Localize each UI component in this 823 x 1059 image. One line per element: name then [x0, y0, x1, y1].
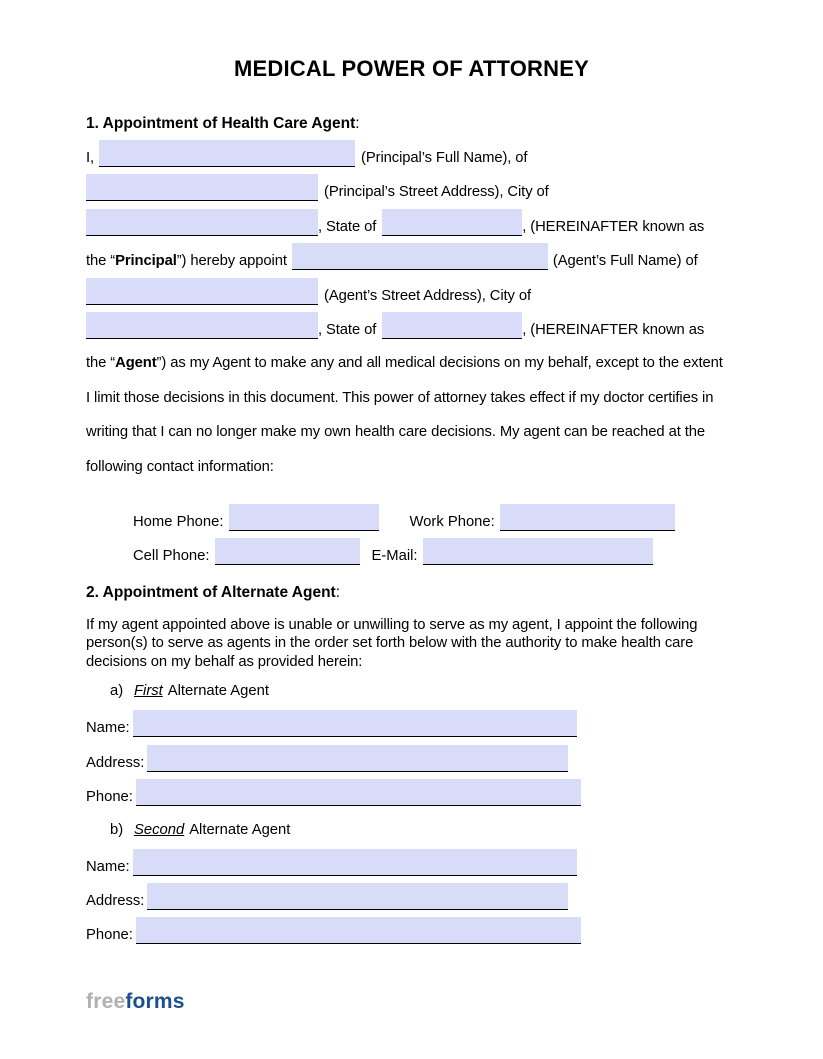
- freeforms-logo: [86, 990, 185, 1014]
- first-agent-address-row: [86, 745, 737, 779]
- section2-paragraph-line2: person(s) to serve as agents in the order set forth below with the authority to make health care: [86, 635, 694, 652]
- second-agent-phone-label: Phone:: [86, 927, 133, 944]
- principal-city-field[interactable]: [86, 209, 318, 236]
- line-body-10: following contact information:: [86, 458, 274, 475]
- line-principal-street: [86, 174, 737, 208]
- cell-phone-label: Cell Phone:: [133, 548, 210, 565]
- line1-post-text: (Principal’s Full Name), of: [361, 150, 528, 166]
- first-agent-name-label: Name:: [86, 720, 130, 737]
- section2-paragraph-line3: decisions on my behalf as provided herein:: [86, 653, 363, 670]
- first-agent-phone-label: Phone:: [86, 789, 133, 806]
- agent-city-field[interactable]: [86, 312, 318, 339]
- line7-bold-agent: Agent: [115, 355, 157, 372]
- section2-heading-text: 2. Appointment of Alternate Agent: [86, 583, 336, 601]
- second-agent-address-field[interactable]: [147, 883, 568, 910]
- section2-heading-colon: :: [335, 583, 341, 601]
- principal-state-field[interactable]: [382, 209, 522, 236]
- email-label: E-Mail:: [371, 548, 418, 565]
- item-a-keyword: First: [134, 683, 163, 700]
- home-phone-label: Home Phone:: [133, 513, 224, 530]
- line1-pre-text: I,: [86, 150, 95, 166]
- line4-mid-text: ”) hereby appoint: [176, 253, 287, 270]
- logo-free-text: free: [86, 990, 126, 1013]
- agent-street-address-field[interactable]: [86, 278, 318, 305]
- section1-heading-text: 1. Appointment of Health Care Agent: [86, 115, 356, 132]
- section2-paragraph-line1: If my agent appointed above is unable or unwilling to serve as my agent, I appoint the following: [86, 616, 698, 633]
- second-agent-address-row: [86, 883, 737, 917]
- line4-bold-principal: Principal: [115, 253, 177, 270]
- work-phone-field[interactable]: [500, 504, 675, 531]
- line-agent-name: [86, 243, 737, 277]
- item-b-rest-text: Alternate Agent: [189, 821, 291, 838]
- email-field[interactable]: [423, 538, 653, 565]
- first-alternate-agent-item: [86, 679, 737, 703]
- line3-mid-text: , State of: [318, 218, 377, 235]
- home-phone-field[interactable]: [229, 504, 379, 531]
- line6-post-text: , (HEREINAFTER known as: [522, 321, 705, 338]
- logo-forms-text: forms: [125, 990, 185, 1013]
- line-body-8: I limit those decisions in this document. This power of attorney takes effect if my doctor certifies in: [86, 389, 714, 406]
- second-alternate-agent-item: [86, 818, 737, 842]
- page-title: MEDICAL POWER OF ATTORNEY: [234, 56, 589, 81]
- line7-pre-text: the “: [86, 355, 116, 372]
- second-agent-phone-field[interactable]: [136, 917, 581, 944]
- line-body-9: writing that I can no longer make my own health care decisions. My agent can be reached at the: [86, 424, 705, 441]
- line-principal-city-state: [86, 209, 737, 243]
- line-agent-street: [86, 278, 737, 312]
- first-agent-address-label: Address:: [86, 754, 145, 771]
- contact-row-1: [133, 504, 737, 538]
- second-agent-name-row: [86, 849, 737, 883]
- item-a-marker: a): [110, 683, 124, 700]
- principal-full-name-field[interactable]: [99, 140, 355, 167]
- agent-full-name-field[interactable]: [292, 243, 548, 270]
- line5-post-text: (Agent’s Street Address), City of: [324, 287, 531, 304]
- line-body-7: [86, 346, 737, 380]
- work-phone-label: Work Phone:: [409, 513, 495, 530]
- line-principal-name: [86, 140, 737, 174]
- cell-phone-field[interactable]: [215, 538, 360, 565]
- section2-paragraph: [86, 616, 737, 672]
- line2-post-text: (Principal’s Street Address), City of: [324, 184, 549, 201]
- contact-row-2: [133, 538, 737, 572]
- second-agent-address-label: Address:: [86, 893, 145, 910]
- first-agent-phone-row: [86, 779, 737, 813]
- principal-street-address-field[interactable]: [86, 174, 318, 201]
- section2-heading: [86, 583, 737, 603]
- agent-state-field[interactable]: [382, 312, 522, 339]
- line7-rest-text: ”) as my Agent to make any and all medical decisions on my behalf, except to the extent: [156, 355, 723, 372]
- line-agent-city-state: [86, 312, 737, 346]
- line3-post-text: , (HEREINAFTER known as: [522, 218, 705, 235]
- line4-post-text: (Agent’s Full Name) of: [552, 253, 698, 270]
- item-b-keyword: Second: [134, 821, 185, 838]
- item-a-rest-text: Alternate Agent: [167, 683, 269, 700]
- first-agent-name-field[interactable]: [133, 710, 577, 737]
- line4-pre-text: the “: [86, 253, 116, 270]
- second-agent-phone-row: [86, 917, 737, 951]
- section1-heading-colon: :: [355, 115, 360, 132]
- first-agent-name-row: [86, 710, 737, 744]
- line6-mid-text: , State of: [318, 321, 377, 338]
- first-agent-phone-field[interactable]: [136, 779, 581, 806]
- second-agent-name-field[interactable]: [133, 849, 577, 876]
- item-b-marker: b): [110, 821, 124, 838]
- first-agent-address-field[interactable]: [147, 745, 568, 772]
- section1-heading: [86, 114, 737, 134]
- second-agent-name-label: Name:: [86, 858, 130, 875]
